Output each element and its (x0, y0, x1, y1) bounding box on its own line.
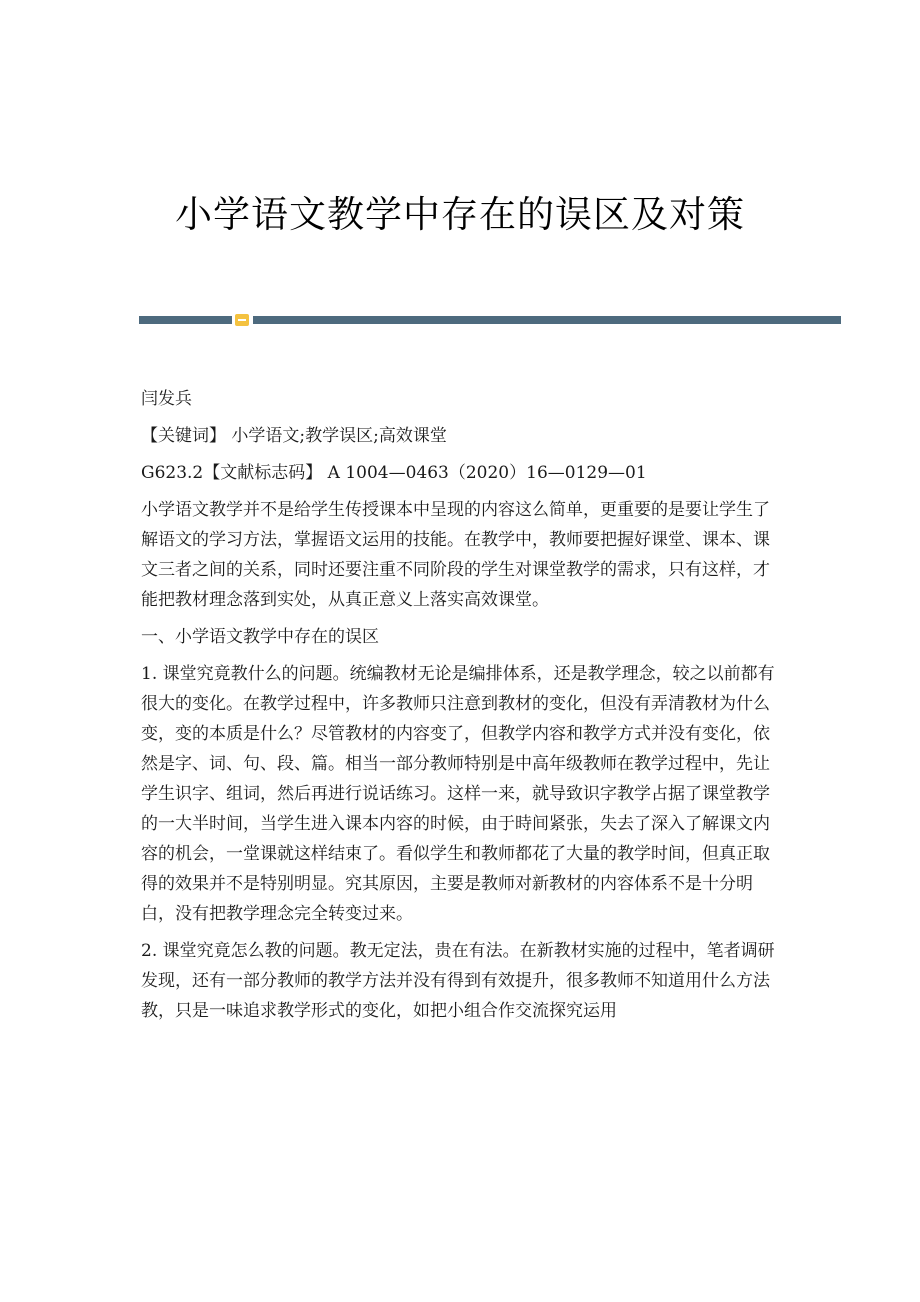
keywords: 小学语文;教学误区;高效课堂 (231, 426, 447, 446)
classification-code: G623.2 (141, 463, 204, 483)
paragraph: 2. 课堂究竟怎么教的问题。教无定法，贵在有法。在新教材实施的过程中，笔者调研发现，还有一部分教师的教学方法并没有得到有效提升，很多教师不知道用什么方法教，只是一味追求教学形式的变化，如把小组合作交流探究运用 (141, 941, 775, 1021)
document-body (141, 384, 781, 1033)
paragraph: 小学语文教学并不是给学生传授课本中呈现的内容这么简单，更重要的是要让学生了解语文的学习方法，掌握语文运用的技能。在教学中，教师要把握好课堂、课本、课文三者之间的关系，同时还要注重不同阶段的学生对课堂教学的需求，只有这样，才能把教材理念落到实处，从真正意义上落实高效课堂。 (141, 500, 770, 610)
author: 闫发兵 (141, 389, 192, 409)
divider-bar-right (253, 316, 841, 324)
divider-ornament-icon (235, 314, 249, 326)
document-title: 小学语文教学中存在的误区及对策 (175, 193, 745, 236)
title-divider (139, 314, 841, 326)
classification-line (141, 458, 781, 488)
section-heading: 一、小学语文教学中存在的误区 (141, 627, 379, 647)
keywords-line (141, 421, 781, 451)
keywords-label: 【关键词】 (141, 426, 226, 446)
paragraph: 1. 课堂究竟教什么的问题。统编教材无论是编排体系，还是教学理念，较之以前都有很大的变化。在教学过程中，许多教师只注意到教材的变化，但没有弄清教材为什么变，变的本质是什么？尽管教材的内容变了，但教学内容和教学方式并没有变化，依然是字、词、句、段、篇。相当一部分教师特别是中高年级教师在教学过程中，先让学生识字、组词，然后再进行说话练习。这样一来，就导致识字教学占据了课堂教学的一大半时间，当学生进入课本内容的时候，由于時间紧张，失去了深入了解课文内容的机会，一堂课就这样结束了。看似学生和教师都花了大量的教学时间，但真正取得的效果并不是特别明显。究其原因，主要是教师对新教材的内容体系不是十分明白，没有把教学理念完全转变过来。 (141, 664, 775, 924)
doc-id: A 1004—0463（2020）16—0129—01 (327, 463, 647, 483)
doc-id-label: 【文献标志码】 (203, 463, 323, 483)
divider-bar-left (139, 316, 232, 324)
